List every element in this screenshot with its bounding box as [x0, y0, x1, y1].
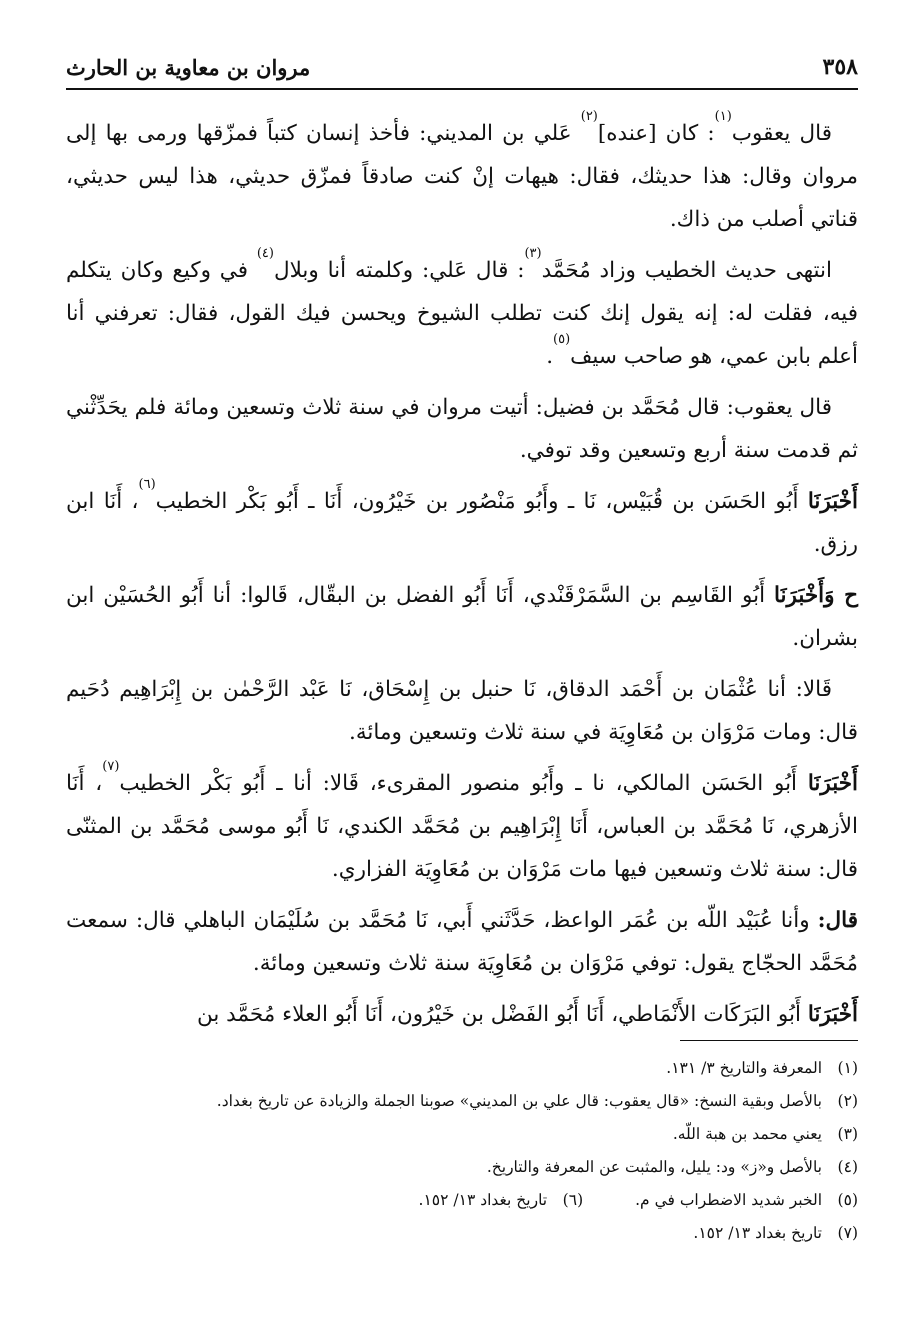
footnote-ref: (٦)	[138, 477, 156, 492]
footnote-mark: (٥)	[837, 1191, 858, 1209]
footnote-5-6	[66, 1184, 858, 1217]
page-number: ٣٥٨	[822, 54, 858, 80]
footnote-text: المعرفة والتاريخ ٣/ ١٣١.	[666, 1059, 822, 1077]
footnote-3	[66, 1118, 858, 1151]
footnote-2	[66, 1085, 858, 1118]
footnote-text: تاريخ بغداد ١٣/ ١٥٢.	[418, 1191, 548, 1209]
text-run: أَبُو الحَسَن بن قُبَيْس، نَا ـ وأَبُو مَنْصُور بن خَيْرُون، أَنَا ـ أَبُو بَكْر الخطيب	[155, 489, 808, 514]
paragraph-8	[66, 899, 858, 985]
footnote-ref: (٤)	[256, 246, 274, 261]
text-run: .	[546, 344, 554, 369]
footnote-text: تاريخ بغداد ١٣/ ١٥٢.	[693, 1224, 822, 1242]
text-run: عَلي بن المديني: فأخذ إنسان كتباً فمزّقها ورمى بها إلى مروان وقال: هذا حديثك، فقال: هيهات إنْ كنت صادقاً فمزّق حديثي، هذا ليس حديثي، قناتي أصلب من ذاك.	[66, 121, 858, 232]
chain-lead-word: ح وَأَخْبَرَنَا	[774, 583, 859, 608]
paragraph-1	[66, 109, 858, 241]
paragraph-5	[66, 574, 858, 660]
footnote-ref: (١)	[714, 109, 732, 124]
footnote-ref: (٧)	[102, 759, 120, 774]
chain-lead-word: قال:	[817, 908, 858, 933]
main-text	[66, 109, 859, 1044]
footnotes	[66, 1052, 858, 1250]
paragraph-2	[66, 246, 858, 378]
text-run: أَبُو البَرَكَات الأَنْمَاطي، أَنَا أَبُو الفَضْل بن خَيْرُون، أَنَا أَبُو العلاء مُحَمَّد بن	[196, 1002, 808, 1027]
paragraph-6	[66, 668, 858, 754]
text-run: : كان [عنده]	[597, 121, 715, 146]
text-run: أَبُو الحَسَن المالكي، نا ـ وأَبُو منصور المقرىء، قَالا: أنا ـ أَبُو بَكْر الخطيب	[119, 771, 808, 796]
text-run: ، أَنَا ابن رزق.	[66, 489, 858, 557]
footnote-1	[66, 1052, 858, 1085]
footnote-text: بالأصل و«ز» ود: يليل، والمثبت عن المعرفة والتاريخ.	[486, 1158, 822, 1176]
text-run: : قال عَلي: وكلمته أنا وبلال	[273, 258, 525, 283]
footnote-text: يعني محمد بن هبة اللّه.	[672, 1125, 822, 1143]
paragraph-4	[66, 477, 858, 566]
text-run: قال يعقوب: قال مُحَمَّد بن فضيل: أتيت مروان في سنة ثلاث وتسعين ومائة فلم يحَدِّثْني ثم قدمت سنة أربع وتسعين وقد توفي.	[66, 395, 858, 463]
footnote-mark: (٣)	[837, 1125, 858, 1143]
footnote-ref: (٢)	[580, 109, 598, 124]
footnote-text: الخبر شديد الاضطراب في م.	[635, 1191, 822, 1209]
text-run: قال يعقوب	[731, 121, 832, 146]
paragraph-3	[66, 386, 858, 472]
text-run: انتهى حديث الخطيب وزاد مُحَمَّد	[541, 258, 832, 283]
chain-lead-word: أَخْبَرَنَا	[807, 489, 858, 514]
footnote-7	[66, 1217, 858, 1250]
paragraph-9	[66, 993, 858, 1036]
footnote-mark: (٤)	[837, 1158, 858, 1176]
footnote-mark: (٦)	[562, 1191, 584, 1209]
footnote-text: بالأصل وبقية النسخ: «قال يعقوب: قال علي بن المديني» صوبنا الجملة والزيادة عن تاريخ بغداد.	[216, 1092, 822, 1110]
paragraph-7	[66, 759, 858, 891]
text-run: في وكيع وكان يتكلم فيه، فقلت له: إنه يقول إنك كنت تطلب الشيوخ ويحسن فيك القول، فقال: تعرفني أنا أعلم بابن عمي، هو صاحب سيف	[66, 258, 858, 369]
text-run: قَالا: أنا عُثْمَان بن أَحْمَد الدقاق، نَا حنبل بن إِسْحَاق، نَا عَبْد الرَّحْمٰن بن إِبْرَاهِيم دُحَيم قال: ومات مَرْوَان بن مُعَاوِيَة في سنة ثلاث وتسعين ومائة.	[66, 677, 858, 745]
footnote-ref: (٣)	[524, 246, 542, 261]
footnote-4	[66, 1151, 858, 1184]
chain-lead-word: أَخْبَرَنَا	[807, 771, 858, 796]
footnote-mark: (٢)	[837, 1092, 858, 1110]
running-title: مروان بن معاوية بن الحارث	[66, 55, 311, 80]
footnote-mark: (٧)	[837, 1224, 858, 1242]
footnote-divider	[680, 1040, 858, 1041]
text-run: وأنا عُبَيْد اللّه بن عُمَر الواعظ، حَدَّثَني أَبي، نَا مُحَمَّد بن سُلَيْمَان الباهلي قال: سمعت مُحَمَّد الحجّاج يقول: توفي مَرْوَان بن مُعَاوِيَة سنة ثلاث وتسعين ومائة.	[66, 908, 858, 976]
text-run: أَبُو القَاسِم بن السَّمَرْقَنْدي، أَنَا أَبُو الفضل بن البقّال، قَالوا: أنا أَبُو الحُسَيْن ابن بشران.	[66, 583, 858, 651]
page-header	[66, 38, 858, 90]
footnote-ref: (٥)	[553, 332, 571, 347]
chain-lead-word: أَخْبَرَنَا	[807, 1002, 858, 1027]
footnote-mark: (١)	[837, 1059, 858, 1077]
text-run: ، أَنَا الأزهري، نَا مُحَمَّد بن العباس، أَنَا إِبْرَاهِيم بن مُحَمَّد الكندي، نَا أَبُو موسى مُحَمَّد بن المثنّى قال: سنة ثلاث وتسعين فيها مات مَرْوَان بن مُعَاوِيَة الفزاري.	[66, 771, 858, 882]
